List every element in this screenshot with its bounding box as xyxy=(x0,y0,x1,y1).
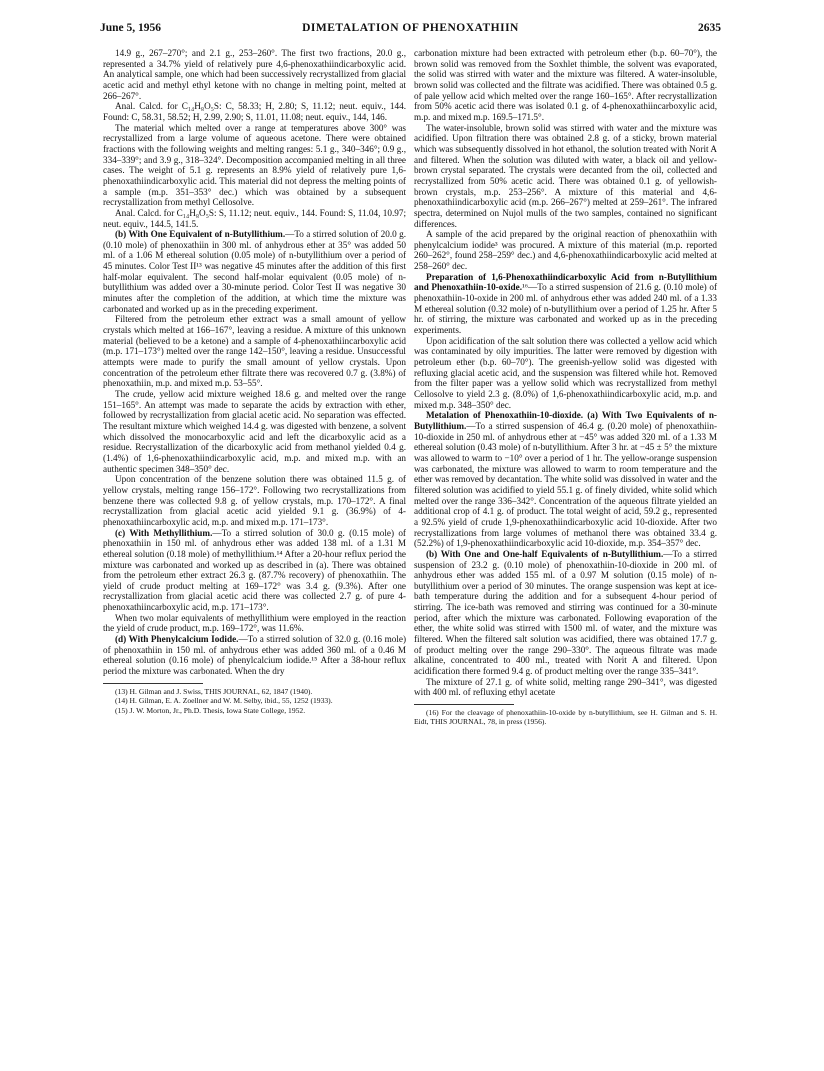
section-heading: (b) With One and One-half Equivalents of n-Butyllithium. xyxy=(426,548,664,559)
footnote: (16) For the cleavage of phenoxathiin-10-oxide by n-butyllithium, see H. Gilman and S. H. Eidt, THIS JOURNAL, 78, in press (1956). xyxy=(414,708,717,727)
paragraph xyxy=(103,528,406,613)
paragraph-text: The water-insoluble, brown solid was stirred with water and the mixture was acidified. Upon filtration there was obtained 2.8 g. of a sticky, brown material which was subsequently dissolved in hot ethanol, the solution treated with Norit A and filtered. When the solution was diluted with water, a black oil and yellow-brown crystal separated. The crystals were decanted from the oil, collected and recrystallized from 50% acetic acid. There was obtained 0.1 g. of yellowish-brown crystals, m.p. 253–256°. A mixture of this material and 4,6-phenoxathiindicarboxylic acid (m.p. 266–267°) melted at 259–261°. The infrared spectra, determined on Nujol mulls of the two samples, contained no significant differences. xyxy=(414,122,717,229)
running-title: DIMETALATION OF PHENOXATHIIN xyxy=(302,22,519,34)
paragraph xyxy=(103,314,406,389)
paragraph-text: Anal. Calcd. for C₁₄H₈O₅S: S, 11.12; neut. equiv., 144. Found: S, 11.04, 10.97; neut. equiv., 144.5, 141.5. xyxy=(103,207,406,229)
paragraph xyxy=(414,229,717,272)
paragraph-text: —To a stirred suspension of 46.4 g. (0.20 mole) of phenoxathiin-10-dioxide in 250 ml. of anhydrous ether at −45° was added 320 ml. of a 1.33 M ethereal solution (0.43 mole) of n-butyllithium. After 3 hr. at −45 ± 5° the mixture was allowed to warm to −10° over a period of 1 hr. The yellow-orange suspension was carbonated, the mixture was allowed to warm to room temperature and the ether was removed by decantation. The white solid was dissolved in water and the filtered solution was acidified to yield 55.1 g. of finely divided, white solid which melted over the range 336–342°. Concentration of the aqueous filtrate yielded an additional crop of 4.1 g. of product. The total weight of acid, 59.2 g., represented a 92.5% yield of crude 1,9-phenoxathiindicarboxylic acid 10-dioxide. After two recrystallizations from large volumes of methanol there was obtained 33.4 g. (52.2%) of 1,9-phenoxathiindicarboxylic acid 10-dioxide, m.p. 354–357° dec. xyxy=(414,420,717,549)
footnote: (14) H. Gilman, E. A. Zoellner and W. M. Selby, ibid., 55, 1252 (1933). xyxy=(115,696,333,706)
footnote-rule xyxy=(414,704,514,705)
paragraph xyxy=(414,336,717,411)
paragraph-text: Anal. Calcd. for C₁₄H₈O₅S: C, 58.33; H, 2.80; S, 11.12; neut. equiv., 144. Found: C, 58.31, 58.52; H, 2.99, 2.90; S, 11.01, 11.08; neut. equiv., 144, 146. xyxy=(103,101,406,122)
paragraph xyxy=(103,634,406,677)
paragraph-text: The crude, yellow acid mixture weighed 18.6 g. and melted over the range 151–165°. An attempt was made to separate the acids by extraction with ether, followed by recrystallization from glacial acetic acid. No separation was effected. The resultant mixture which weighed 14.4 g. was digested with benzene, a solvent which dissolved the monocarboxylic acid and left the dicarboxylic acid as a residue. Recrystallization of the dicarboxylic acid from methanol yielded 0.4 g. (1.4%) of 1,6-phenoxathiindicarboxylic acid, m.p. and mixed m.p. with an authentic specimen 348–350° dec. xyxy=(103,389,406,474)
paragraph xyxy=(103,101,406,122)
paragraph xyxy=(103,613,406,634)
paragraph xyxy=(414,272,717,336)
paragraph-text: —To a stirred suspension of 23.2 g. (0.10 mole) of phenoxathiin-10-dioxide in 200 ml. of anhydrous ether was added 155 ml. of a 0.97 M solution (0.15 mole) of n-butyllithium over a period of 30 minutes. The orange suspension was kept at ice-bath temperature during the addition and for a subsequent 4-hour period of stirring. The ice-bath was removed and stirring was continued for a 30-minute period, after which the mixture was carbonated. Following evaporation of the ether, the white solid was stirred with 1500 ml. of water, and the mixture was filtered. When the filtered salt solution was acidified, there was obtained 17.7 g. of product melting over the range 290–330°. The aqueous filtrate was made alkaline, concentrated to 400 ml., treated with Norit A and filtered. Upon acidification there formed 9.4 g. of product melting over the range 335–341°. xyxy=(414,548,717,677)
footnote-rule xyxy=(103,683,203,684)
paragraph-text: A sample of the acid prepared by the original reaction of phenoxathiin with phenylcalcium iodide³ was procured. A mixture of this material (m.p. reported 260–262°, found 258–259° dec.) and 4,6-phenoxathiindicarboxylic acid melted at 258–260° dec. xyxy=(414,229,717,272)
right-column xyxy=(414,48,717,727)
paragraph xyxy=(103,48,406,101)
section-heading: (b) With One Equivalent of n-Butyllithium. xyxy=(115,229,286,240)
paragraph xyxy=(103,229,406,314)
left-column xyxy=(103,48,406,715)
paragraph-text: When two molar equivalents of methyllithium were employed in the reaction the yield of crude product, m.p. 169–172°, was 11.6%. xyxy=(103,612,406,634)
paragraph-text: 14.9 g., 267–270°; and 2.1 g., 253–260°. The first two fractions, 20.0 g., represented a 34.7% yield of relatively pure 4,6-phenoxathiindicarboxylic acid. An analytical sample, one which had been successively recrystallized from glacial acetic acid and methyl ethyl ketone with no change in melting point, melted at 266–267°. xyxy=(103,48,406,101)
paragraph xyxy=(414,410,717,549)
paragraph-text: carbonation mixture had been extracted with petroleum ether (b.p. 60–70°), the brown solid was removed from the Soxhlet thimble, the solvent was evaporated, the solid was stirred with water and the mixture was filtered. A water-insoluble, brown solid was collected and the filtrate was acidified. There was obtained 0.5 g. of pale yellow acid which melted over the range 160–165°. After recrystallization from 50% acetic acid there was isolated 0.1 g. of 4-phenoxathiincarboxylic acid, m.p. and mixed m.p. 169.5–171.5°. xyxy=(414,48,717,122)
paragraph xyxy=(103,474,406,527)
paragraph-text: Upon concentration of the benzene solution there was obtained 11.5 g. of yellow crystals, melting range 156–172°. Following two recrystallizations from benzene there was collected 9.8 g. of yellow crystals, m.p. 170–172°. A final recrystallization from glacial acetic acid yielded 9.1 g. (36.9%) of 4-phenoxathiincarboxylic acid, m.p. and mixed m.p. 171–173°. xyxy=(103,474,406,527)
section-heading: (d) With Phenylcalcium Iodide. xyxy=(115,634,239,645)
paragraph-text: —To a stirred solution of 32.0 g. (0.16 mole) of phenoxathiin in 150 ml. of anhydrous ether was added 360 ml. of a 0.46 M ethereal solution (0.16 mole) of phenylcalcium iodide.¹⁵ After a 38-hour reflux period the mixture was carbonated. When the dry xyxy=(103,634,406,677)
section-heading: Metalation of Phenoxathiin-10-dioxide. (a) With Two Equivalents of n-Butyllithium. xyxy=(414,410,717,431)
header-date: June 5, 1956 xyxy=(100,22,162,34)
footnote: (15) J. W. Morton, Jr., Ph.D. Thesis, Iowa State College, 1952. xyxy=(115,705,306,715)
paragraph-text: —To a stirred solution of 30.0 g. (0.15 mole) of phenoxathiin in 150 ml. of anhydrous ether was added 138 ml. of a 1.31 M ethereal solution (0.18 mole) of methyllithium.¹⁴ After a 20-hour reflux period the mixture was carbonated and worked up as described in (a). There was obtained from the petroleum ether extract 26.3 g. (87.7% recovery) of phenoxathiin. The yield of crude product melting at 169–172° was 3.4 g. (9.3%). After one recrystallization from glacial acetic acid there was collected 2.7 g. of pure 4-phenoxathiincarboxylic acid, m.p. 171–173°. xyxy=(103,527,406,613)
section-heading: (c) With Methyllithium. xyxy=(115,527,213,538)
paragraph xyxy=(103,389,406,474)
paragraph-text: Filtered from the petroleum ether extract was a small amount of yellow crystals which melted at 166–167°, leaving a residue. A mixture of this unknown material (believed to be a ketone) and a sample of 4-phenoxathiincarboxylic acid (m.p. 171–173°) melted over the range 142–150°, leaving a residue. Unsuccessful attempts were made to purify the small amount of yellow crystals. Upon concentration of the petroleum ether filtrate there was recovered 0.7 g. (3.8%) of phenoxathiin, m.p. and mixed m.p. 53–55°. xyxy=(103,314,406,389)
paragraph xyxy=(414,677,717,698)
paragraph xyxy=(414,123,717,230)
paragraph xyxy=(103,208,406,229)
page-number: 2635 xyxy=(698,22,721,34)
paragraph-text: The material which melted over a range at temperatures above 300° was recrystallized from a large volume of aqueous acetone. There were obtained fractions with the following weights and melting ranges: 5.1 g., 340–346°; 0.9 g., 334–339°; and 3.9 g., 318–324°. Decomposition accompanied melting in all three cases. The weight of 5.1 g. represents an 8.9% yield of relatively pure 1,6-phenoxathiindicarboxylic acid. This material did not depress the melting points of a sample (m.p. 351–353° dec.) which was obtained by a subsequent recrystallization from methyl Cellosolve. xyxy=(103,122,406,208)
paragraph-text: ¹⁶—To a stirred suspension of 21.6 g. (0.10 mole) of phenoxathiin-10-oxide in 200 ml. of anhydrous ether was added 240 ml. of a 1.33 M ethereal solution (0.32 mole) of n-butyllithium over a period of 1.25 hr. After 5 hr. of stirring, the mixture was carbonated and worked up as in the preceding experiments. xyxy=(414,282,717,336)
paragraph-text: The mixture of 27.1 g. of white solid, melting range 290–341°, was digested with 400 ml. of refluxing ethyl acetate xyxy=(414,676,717,698)
paragraph xyxy=(414,549,717,677)
page-header xyxy=(100,22,721,38)
paragraph-text: —To a stirred solution of 20.0 g. (0.10 mole) of phenoxathiin in 300 ml. of anhydrous ether at 35° was added 50 ml. of a 1.06 M ethereal solution (0.05 mole) of n-butyllithium over a period of 45 minutes. Color Test II¹³ was negative 45 minutes after the addition of this first half-molar equivalent. The second half-molar equivalent (0.05 mole) of n-butyllithium was added over a 30-minute period. Color Test II was negative 30 minutes after the completion of the addition, at which time the mixture was carbonated and worked up as in the preceding experiment. xyxy=(103,229,406,314)
paragraph-text: Upon acidification of the salt solution there was collected a yellow acid which was contaminated by oily impurities. The latter were removed by digestion with petroleum ether (b.p. 60–70°). The greenish-yellow solid was digested with refluxing glacial acetic acid, and the suspension was filtered while hot. Removed from the filter paper was a yellow solid which was recrystallized from methyl Cellosolve to yield 2.3 g. (8.0%) of 1,6-phenoxathiindicarboxylic acid, m.p. and mixed m.p. 348–350° dec. xyxy=(414,335,717,410)
paragraph xyxy=(414,48,717,123)
paragraph xyxy=(103,123,406,208)
footnote: (13) H. Gilman and J. Swiss, THIS JOURNAL, 62, 1847 (1940). xyxy=(115,686,313,696)
section-heading: Preparation of 1,6-Phenoxathiindicarboxylic Acid from n-Butyllithium and Phenoxathiin-10-oxide. xyxy=(414,271,717,293)
